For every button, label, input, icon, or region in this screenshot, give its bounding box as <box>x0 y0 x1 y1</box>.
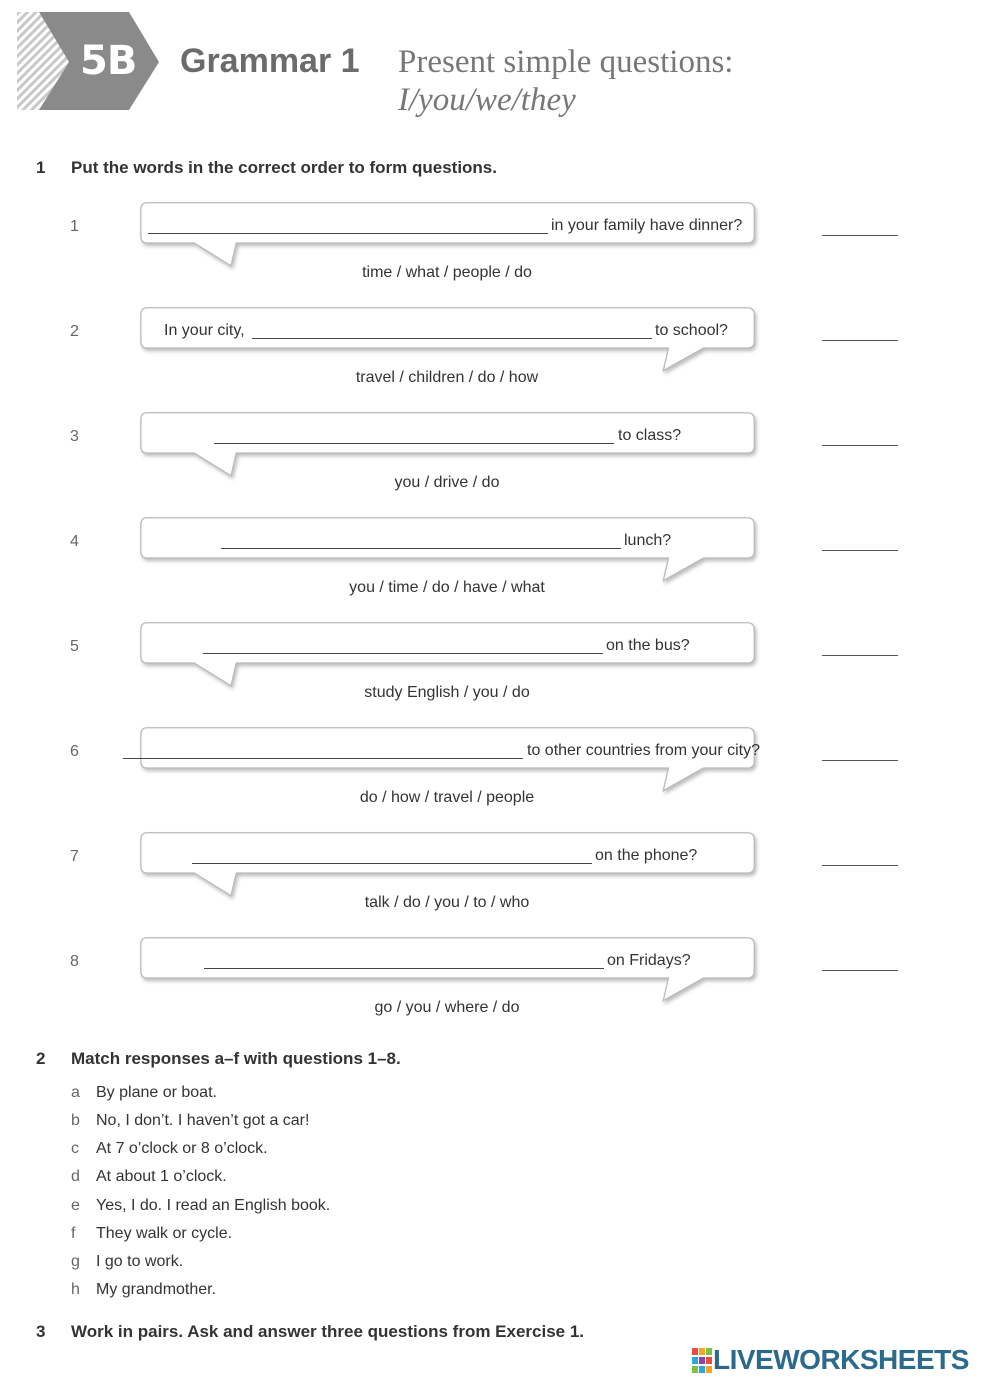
topic-title: Present simple questions: <box>398 44 734 80</box>
response-text: No, I don’t. I haven’t got a car! <box>96 1112 310 1129</box>
answer-blank[interactable] <box>252 338 652 339</box>
speech-bubble <box>96 936 800 1006</box>
response-letter: e <box>71 1197 80 1214</box>
match-answer-blank[interactable] <box>822 235 898 236</box>
question-item <box>0 411 1000 511</box>
question-number: 3 <box>70 428 79 445</box>
speech-bubble <box>96 306 800 376</box>
question-prefix: In your city, <box>164 322 245 339</box>
question-suffix: on the bus? <box>606 637 690 654</box>
question-suffix: lunch? <box>624 532 672 549</box>
unit-badge <box>17 12 162 112</box>
unit-badge-label: 5B <box>80 38 137 84</box>
question-suffix: to class? <box>618 427 682 444</box>
response-letter: b <box>71 1112 80 1129</box>
answer-blank[interactable] <box>214 443 614 444</box>
exercise-1-instruction: Put the words in the correct order to form questions. <box>71 158 497 177</box>
word-prompt: study English / you / do <box>364 684 530 701</box>
question-suffix: to school? <box>655 322 728 339</box>
exercise-1-number: 1 <box>36 158 46 177</box>
question-suffix: on Fridays? <box>607 952 691 969</box>
word-prompt: you / drive / do <box>394 474 500 491</box>
question-number: 8 <box>70 953 79 970</box>
answer-blank[interactable] <box>204 968 604 969</box>
question-number: 6 <box>70 743 79 760</box>
response-letter: d <box>71 1168 80 1185</box>
word-prompt: you / time / do / have / what <box>349 579 545 596</box>
response-text: At about 1 o’clock. <box>96 1168 227 1185</box>
question-suffix: on the phone? <box>595 847 698 864</box>
liveworksheets-logo <box>692 1346 992 1376</box>
question-number: 4 <box>70 533 79 550</box>
response-text: My grandmother. <box>96 1281 217 1298</box>
exercise-2-instruction: Match responses a–f with questions 1–8. <box>71 1049 401 1068</box>
word-prompt: talk / do / you / to / who <box>364 894 530 911</box>
speech-bubble <box>96 831 800 901</box>
response-letter: a <box>71 1084 80 1101</box>
question-item <box>0 726 1000 826</box>
question-suffix: in your family have dinner? <box>551 217 743 234</box>
match-answer-blank[interactable] <box>822 655 898 656</box>
response-letter: h <box>71 1281 80 1298</box>
question-item <box>0 516 1000 616</box>
question-number: 5 <box>70 638 79 655</box>
match-answer-blank[interactable] <box>822 865 898 866</box>
exercise-3-number: 3 <box>36 1322 46 1341</box>
speech-bubble <box>96 411 800 481</box>
response-text: By plane or boat. <box>96 1084 217 1101</box>
word-prompt: go / you / where / do <box>374 999 520 1016</box>
match-answer-blank[interactable] <box>822 760 898 761</box>
exercise-3-instruction: Work in pairs. Ask and answer three questions from Exercise 1. <box>71 1322 585 1341</box>
answer-blank[interactable] <box>192 863 592 864</box>
speech-bubble <box>96 516 800 586</box>
question-item <box>0 831 1000 931</box>
response-letter: f <box>71 1225 76 1242</box>
match-answer-blank[interactable] <box>822 970 898 971</box>
question-item <box>0 201 1000 301</box>
match-answer-blank[interactable] <box>822 550 898 551</box>
question-number: 7 <box>70 848 79 865</box>
question-item <box>0 621 1000 721</box>
question-suffix: to other countries from your city? <box>527 742 760 759</box>
answer-blank[interactable] <box>123 758 523 759</box>
speech-bubble <box>96 726 800 796</box>
answer-blank[interactable] <box>148 233 548 234</box>
word-prompt: time / what / people / do <box>362 264 532 281</box>
response-letter: c <box>71 1140 79 1157</box>
response-letter: g <box>71 1253 80 1270</box>
word-prompt: do / how / travel / people <box>359 789 535 806</box>
response-text: At 7 o’clock or 8 o’clock. <box>96 1140 268 1157</box>
question-number: 1 <box>70 218 79 235</box>
response-text: They walk or cycle. <box>96 1225 233 1242</box>
match-answer-blank[interactable] <box>822 445 898 446</box>
word-prompt: travel / children / do / how <box>355 369 539 386</box>
answer-blank[interactable] <box>221 548 621 549</box>
response-text: I go to work. <box>96 1253 184 1270</box>
logo-text: LIVEWORKSHEETS <box>713 1344 969 1375</box>
topic-subtitle: I/you/we/they <box>398 82 576 118</box>
question-item <box>0 306 1000 406</box>
match-answer-blank[interactable] <box>822 340 898 341</box>
speech-bubble <box>96 621 800 691</box>
logo-grid-icon <box>692 1348 712 1374</box>
question-item <box>0 936 1000 1036</box>
exercise-2-number: 2 <box>36 1049 46 1068</box>
section-title: Grammar 1 <box>180 42 360 80</box>
speech-bubble <box>96 201 800 271</box>
response-text: Yes, I do. I read an English book. <box>96 1197 331 1214</box>
question-number: 2 <box>70 323 79 340</box>
answer-blank[interactable] <box>203 653 603 654</box>
